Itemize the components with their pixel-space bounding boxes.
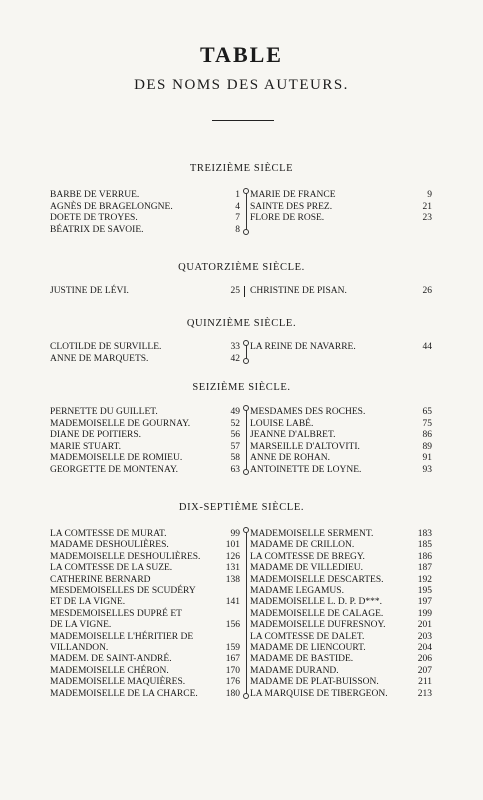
toc-entry — [0, 406, 483, 418]
page-number: 7 — [235, 213, 240, 223]
column-brace-dot — [243, 693, 249, 699]
author-name: MADEMOISELLE L'HÉRITIER DE — [50, 631, 194, 642]
page-number: 167 — [225, 654, 240, 665]
author-name: MADEMOISELLE MAQUIÈRES. — [50, 677, 186, 688]
page-number: 156 — [225, 620, 240, 631]
toc-entry — [0, 574, 483, 586]
column-brace-dot — [243, 469, 249, 475]
page-number: 131 — [225, 563, 240, 574]
page-number: 58 — [230, 453, 240, 464]
toc-entry — [0, 189, 483, 201]
toc-entry — [0, 596, 483, 608]
page-number: 207 — [417, 665, 432, 676]
author-name: MARIE DE FRANCE — [250, 190, 336, 200]
author-name: DE LA VIGNE. — [50, 620, 112, 631]
page-number: 42 — [230, 354, 240, 364]
page-number: 8 — [235, 224, 240, 235]
author-name: BARBE DE VERRUE. — [50, 190, 140, 200]
page-number: 203 — [417, 631, 432, 642]
author-name: ANNE DE ROHAN. — [250, 453, 330, 464]
author-name: MADEM. DE SAINT-ANDRÉ. — [50, 654, 172, 665]
author-name: LA MARQUISE DE TIBERGEON. — [250, 688, 388, 699]
toc-entry — [0, 585, 483, 597]
author-name: MADAME DE BASTIDE. — [250, 654, 354, 665]
toc-entry — [0, 642, 483, 654]
author-name: CATHERINE BERNARD — [50, 574, 151, 585]
column-brace-dot — [243, 340, 249, 346]
column-brace-line — [246, 408, 247, 470]
page-number: 211 — [418, 677, 432, 688]
author-name: MADEMOISELLE DE CALAGE. — [250, 608, 384, 619]
toc-entry — [0, 551, 483, 563]
column-brace-line — [246, 191, 247, 230]
page-number: 197 — [417, 597, 432, 608]
page-number: 91 — [422, 453, 432, 464]
page-number: 56 — [230, 430, 240, 441]
author-name: MADAME LEGAMUS. — [250, 586, 344, 596]
toc-entry — [0, 665, 483, 677]
page-number: 126 — [225, 551, 240, 562]
author-name: MADAME DURAND. — [250, 665, 339, 676]
page-number: 195 — [417, 586, 432, 596]
author-name: PERNETTE DU GUILLET. — [50, 407, 158, 417]
toc-entry — [0, 353, 483, 365]
author-name: AGNÈS DE BRAGELONGNE. — [50, 201, 173, 212]
toc-entry — [0, 528, 483, 540]
page-number: 176 — [225, 677, 240, 688]
author-name: MESDEMOISELLES DE SCUDÉRY — [50, 586, 196, 596]
toc-entry — [0, 676, 483, 688]
column-brace-dot — [243, 229, 249, 235]
page-number: 4 — [235, 201, 240, 212]
page-number: 49 — [230, 407, 240, 417]
section-heading: SEIZIÈME SIÈCLE. — [192, 382, 291, 393]
column-separator-bar — [244, 286, 245, 297]
page-number: 25 — [230, 286, 240, 296]
page-number: 75 — [422, 418, 432, 429]
page-number: 9 — [427, 190, 432, 200]
page-number: 180 — [225, 688, 240, 699]
author-name: MADEMOISELLE DE GOURNAY. — [50, 418, 191, 429]
page-number: 159 — [225, 643, 240, 653]
author-name: SAINTE DES PREZ. — [250, 201, 333, 212]
author-name: CLOTILDE DE SURVILLE. — [50, 342, 162, 352]
column-brace-dot — [243, 188, 249, 194]
page-number: 26 — [422, 286, 432, 296]
author-name: MESDAMES DES ROCHES. — [250, 407, 366, 417]
section-heading: QUINZIÈME SIÈCLE. — [186, 318, 297, 329]
toc-entry — [0, 562, 483, 574]
author-name: MESDEMOISELLES DUPRÉ ET — [50, 608, 182, 619]
author-name: MADEMOISELLE DE LA CHARCE. — [50, 688, 198, 699]
page-number: 183 — [417, 529, 432, 539]
toc-entry — [0, 418, 483, 430]
page-number: 21 — [422, 201, 432, 212]
toc-entry — [0, 212, 483, 224]
author-name: DOETE DE TROYES. — [50, 213, 138, 223]
page-number: 192 — [417, 574, 432, 585]
author-name: JUSTINE DE LÉVI. — [50, 286, 129, 296]
toc-entry — [0, 452, 483, 464]
author-name: FLORE DE ROSE. — [250, 213, 325, 223]
author-name: BÉATRIX DE SAVOIE. — [50, 224, 144, 235]
page-number: 213 — [417, 688, 432, 699]
author-name: LA COMTESSE DE BREGY. — [250, 551, 365, 562]
page-number: 170 — [225, 665, 240, 676]
author-name: MADEMOISELLE SERMENT. — [250, 529, 374, 539]
author-name: MADEMOISELLE DESHOULIÈRES. — [50, 551, 201, 562]
author-name: MADEMOISELLE DESCARTES. — [250, 574, 384, 585]
author-name: ET DE LA VIGNE. — [50, 597, 126, 608]
author-name: MADEMOISELLE DE ROMIEU. — [50, 453, 183, 464]
page-number: 99 — [230, 529, 240, 539]
author-name: MADAME DESHOULIÈRES. — [50, 540, 169, 551]
page-number: 44 — [422, 342, 432, 352]
toc-entry — [0, 653, 483, 665]
page-number: 101 — [225, 540, 240, 551]
section-heading: QUATORZIÈME SIÈCLE. — [178, 262, 305, 273]
column-brace-line — [246, 530, 247, 694]
page-number: 63 — [230, 465, 240, 475]
page-number: 199 — [417, 608, 432, 619]
toc-entry — [0, 619, 483, 631]
page-number: 206 — [417, 654, 432, 665]
toc-entry — [0, 341, 483, 353]
author-name: LA COMTESSE DE LA SUZE. — [50, 563, 173, 574]
author-name: MADEMOISELLE DUFRESNOY. — [250, 620, 386, 631]
page-number: 23 — [422, 213, 432, 223]
toc-entry — [0, 688, 483, 700]
toc-entry — [0, 201, 483, 213]
title-rule-divider — [212, 120, 274, 121]
author-name: LA COMTESSE DE MURAT. — [50, 529, 167, 539]
page-number: 93 — [422, 465, 432, 475]
page-number: 204 — [417, 643, 432, 653]
column-brace-dot — [243, 358, 249, 364]
page-number: 187 — [417, 563, 432, 574]
page-number: 138 — [225, 574, 240, 585]
author-name: VILLANDON. — [50, 643, 109, 653]
author-name: MADEMOISELLE L. D. P. D***. — [250, 597, 382, 608]
author-name: ANTOINETTE DE LOYNE. — [250, 465, 362, 475]
author-name: ANNE DE MARQUETS. — [50, 354, 149, 364]
toc-entry — [0, 539, 483, 551]
page-number: 33 — [230, 342, 240, 352]
toc-entry — [0, 464, 483, 476]
page-number: 52 — [230, 418, 240, 429]
page-subtitle: DES NOMS DES AUTEURS. — [134, 77, 349, 93]
page-number: 57 — [230, 441, 240, 452]
page-number: 141 — [225, 597, 240, 608]
page-number: 89 — [422, 441, 432, 452]
author-name: GEORGETTE DE MONTENAY. — [50, 465, 178, 475]
author-name: MADAME DE PLAT-BUISSON. — [250, 677, 379, 688]
page-title: TABLE — [200, 42, 283, 67]
author-name: MADAME DE CRILLON. — [250, 540, 355, 551]
toc-entry — [0, 429, 483, 441]
page-number: 1 — [235, 190, 240, 200]
author-name: LOUISE LABÉ. — [250, 418, 314, 429]
toc-entry — [0, 441, 483, 453]
section-heading: DIX-SEPTIÈME SIÈCLE. — [178, 502, 305, 513]
author-name: MARSEILLE D'ALTOVITI. — [250, 441, 360, 452]
page-number: 185 — [417, 540, 432, 551]
author-name: JEANNE D'ALBRET. — [250, 430, 336, 441]
section-heading: TREIZIÈME SIÈCLE — [189, 163, 294, 174]
toc-entry — [0, 608, 483, 620]
page-number: 201 — [417, 620, 432, 631]
author-name: MADAME DE LIENCOURT. — [250, 643, 366, 653]
page-number: 65 — [422, 407, 432, 417]
author-name: MARIE STUART. — [50, 441, 122, 452]
author-name: MADAME DE VILLEDIEU. — [250, 563, 364, 574]
toc-entry — [0, 285, 483, 297]
column-brace-dot — [243, 405, 249, 411]
page-number: 186 — [417, 551, 432, 562]
toc-entry — [0, 631, 483, 643]
column-brace-dot — [243, 527, 249, 533]
toc-entry — [0, 224, 483, 236]
author-name: DIANE DE POITIERS. — [50, 430, 142, 441]
page-number: 86 — [422, 430, 432, 441]
author-name: LA COMTESSE DE DALET. — [250, 631, 365, 642]
author-name: CHRISTINE DE PISAN. — [250, 286, 347, 296]
author-name: MADEMOISELLE CHÉRON. — [50, 665, 169, 676]
author-name: LA REINE DE NAVARRE. — [250, 342, 356, 352]
